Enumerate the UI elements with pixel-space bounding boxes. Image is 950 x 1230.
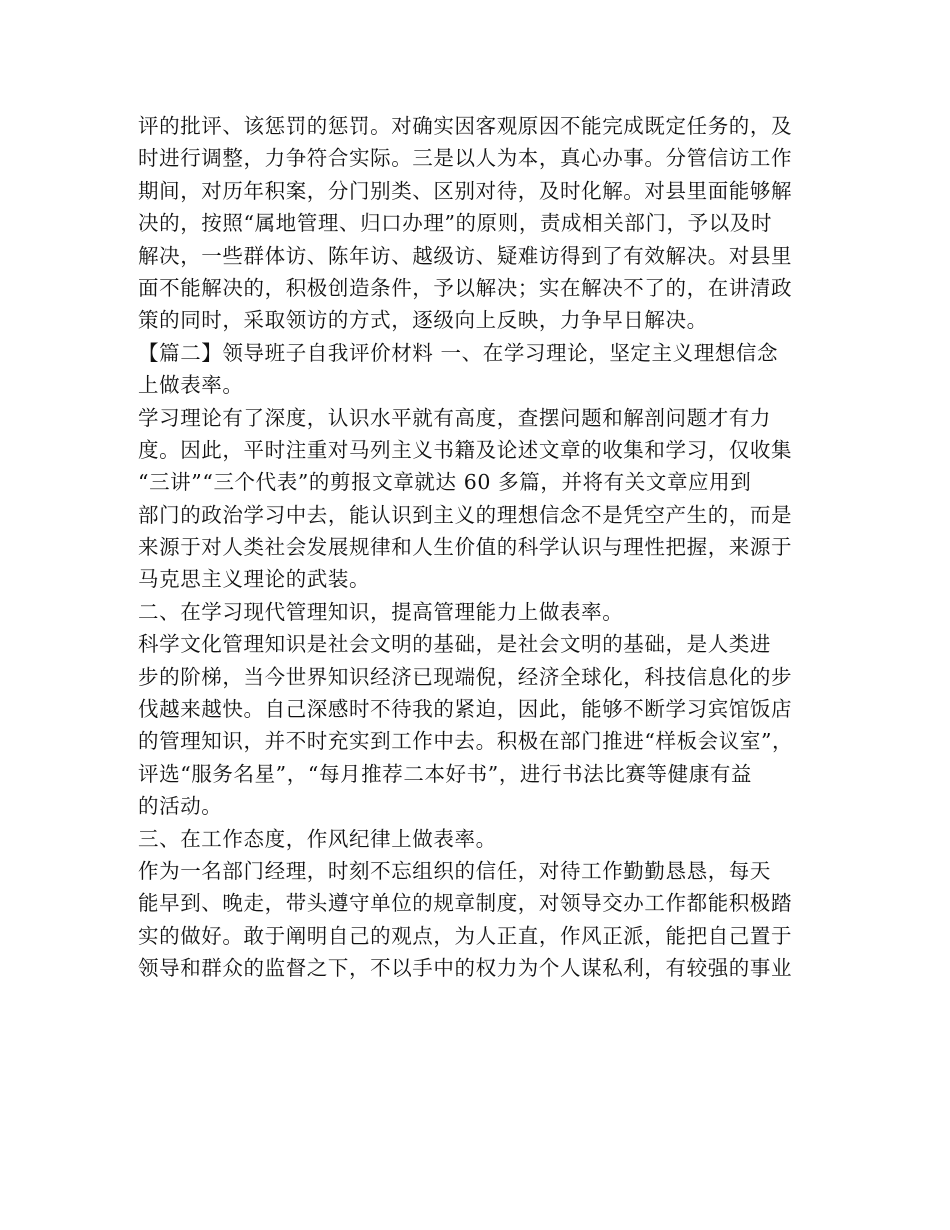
text-line: 步的阶梯，当今世界知识经济已现端倪，经济全球化，科技信息化的步 (138, 664, 793, 689)
text-line: 上做表率。 (138, 373, 244, 398)
text-line: 时进行调整，力争符合实际。三是以人为本，真心办事。分管信访工作 (138, 146, 793, 171)
subheading-line: 三、在工作态度，作风纪律上做表率。 (138, 826, 497, 851)
text-line: 的活动。 (138, 794, 223, 819)
text-line: 策的同时，采取领访的方式，逐级向上反映，力争早日解决。 (138, 308, 708, 333)
text-line: “三讲”“三个代表”的剪报文章就达 60 多篇，并将有关文章应用到 (138, 470, 752, 495)
text-line: 伐越来越快。自己深感时不待我的紧迫，因此，能够不断学习宾馆饭店 (138, 697, 793, 722)
document-body (138, 110, 828, 985)
text-line: 能早到、晚走，带头遵守单位的规章制度，对领导交办工作都能积极踏 (138, 891, 793, 916)
section-heading-line: 【篇二】领导班子自我评价材料 一、在学习理论，坚定主义理想信念 (138, 340, 779, 365)
text-line: 度。因此，平时注重对马列主义书籍及论述文章的收集和学习，仅收集 (138, 437, 793, 462)
text-line: 部门的政治学习中去，能认识到主义的理想信念不是凭空产生的，而是 (138, 502, 793, 527)
text-line: 马克思主义理论的武装。 (138, 567, 371, 592)
subheading-line: 二、在学习现代管理知识，提高管理能力上做表率。 (138, 599, 624, 624)
text-line: 作为一名部门经理，时刻不忘组织的信任，对待工作勤勤恳恳，每天 (138, 858, 771, 883)
text-line: 科学文化管理知识是社会文明的基础，是社会文明的基础，是人类进 (138, 632, 771, 657)
text-line: 评选“服务名星”，“每月推荐二本好书”，进行书法比赛等健康有益 (138, 761, 753, 786)
text-line: 领导和群众的监督之下，不以手中的权力为个人谋私利，有较强的事业 (138, 956, 793, 981)
text-line: 期间，对历年积案，分门别类、区别对待，及时化解。对县里面能够解 (138, 178, 793, 203)
text-line: 决的，按照“属地管理、归口办理”的原则，责成相关部门，予以及时 (138, 211, 773, 236)
text-line: 来源于对人类社会发展规律和人生价值的科学认识与理性把握，来源于 (138, 535, 793, 560)
text-line: 的管理知识，并不时充实到工作中去。积极在部门推进“样板会议室”， (138, 729, 794, 754)
text-line: 实的做好。敢于阐明自己的观点，为人正直，作风正派，能把自己置于 (138, 923, 793, 948)
text-line: 学习理论有了深度，认识水平就有高度，查摆问题和解剖问题才有力 (138, 405, 771, 430)
text-line: 面不能解决的，积极创造条件，予以解决；实在解决不了的，在讲清政 (138, 275, 793, 300)
text-line: 评的批评、该惩罚的惩罚。对确实因客观原因不能完成既定任务的，及 (138, 114, 793, 138)
text-line: 解决，一些群体访、陈年访、越级访、疑难访得到了有效解决。对县里 (138, 243, 793, 268)
